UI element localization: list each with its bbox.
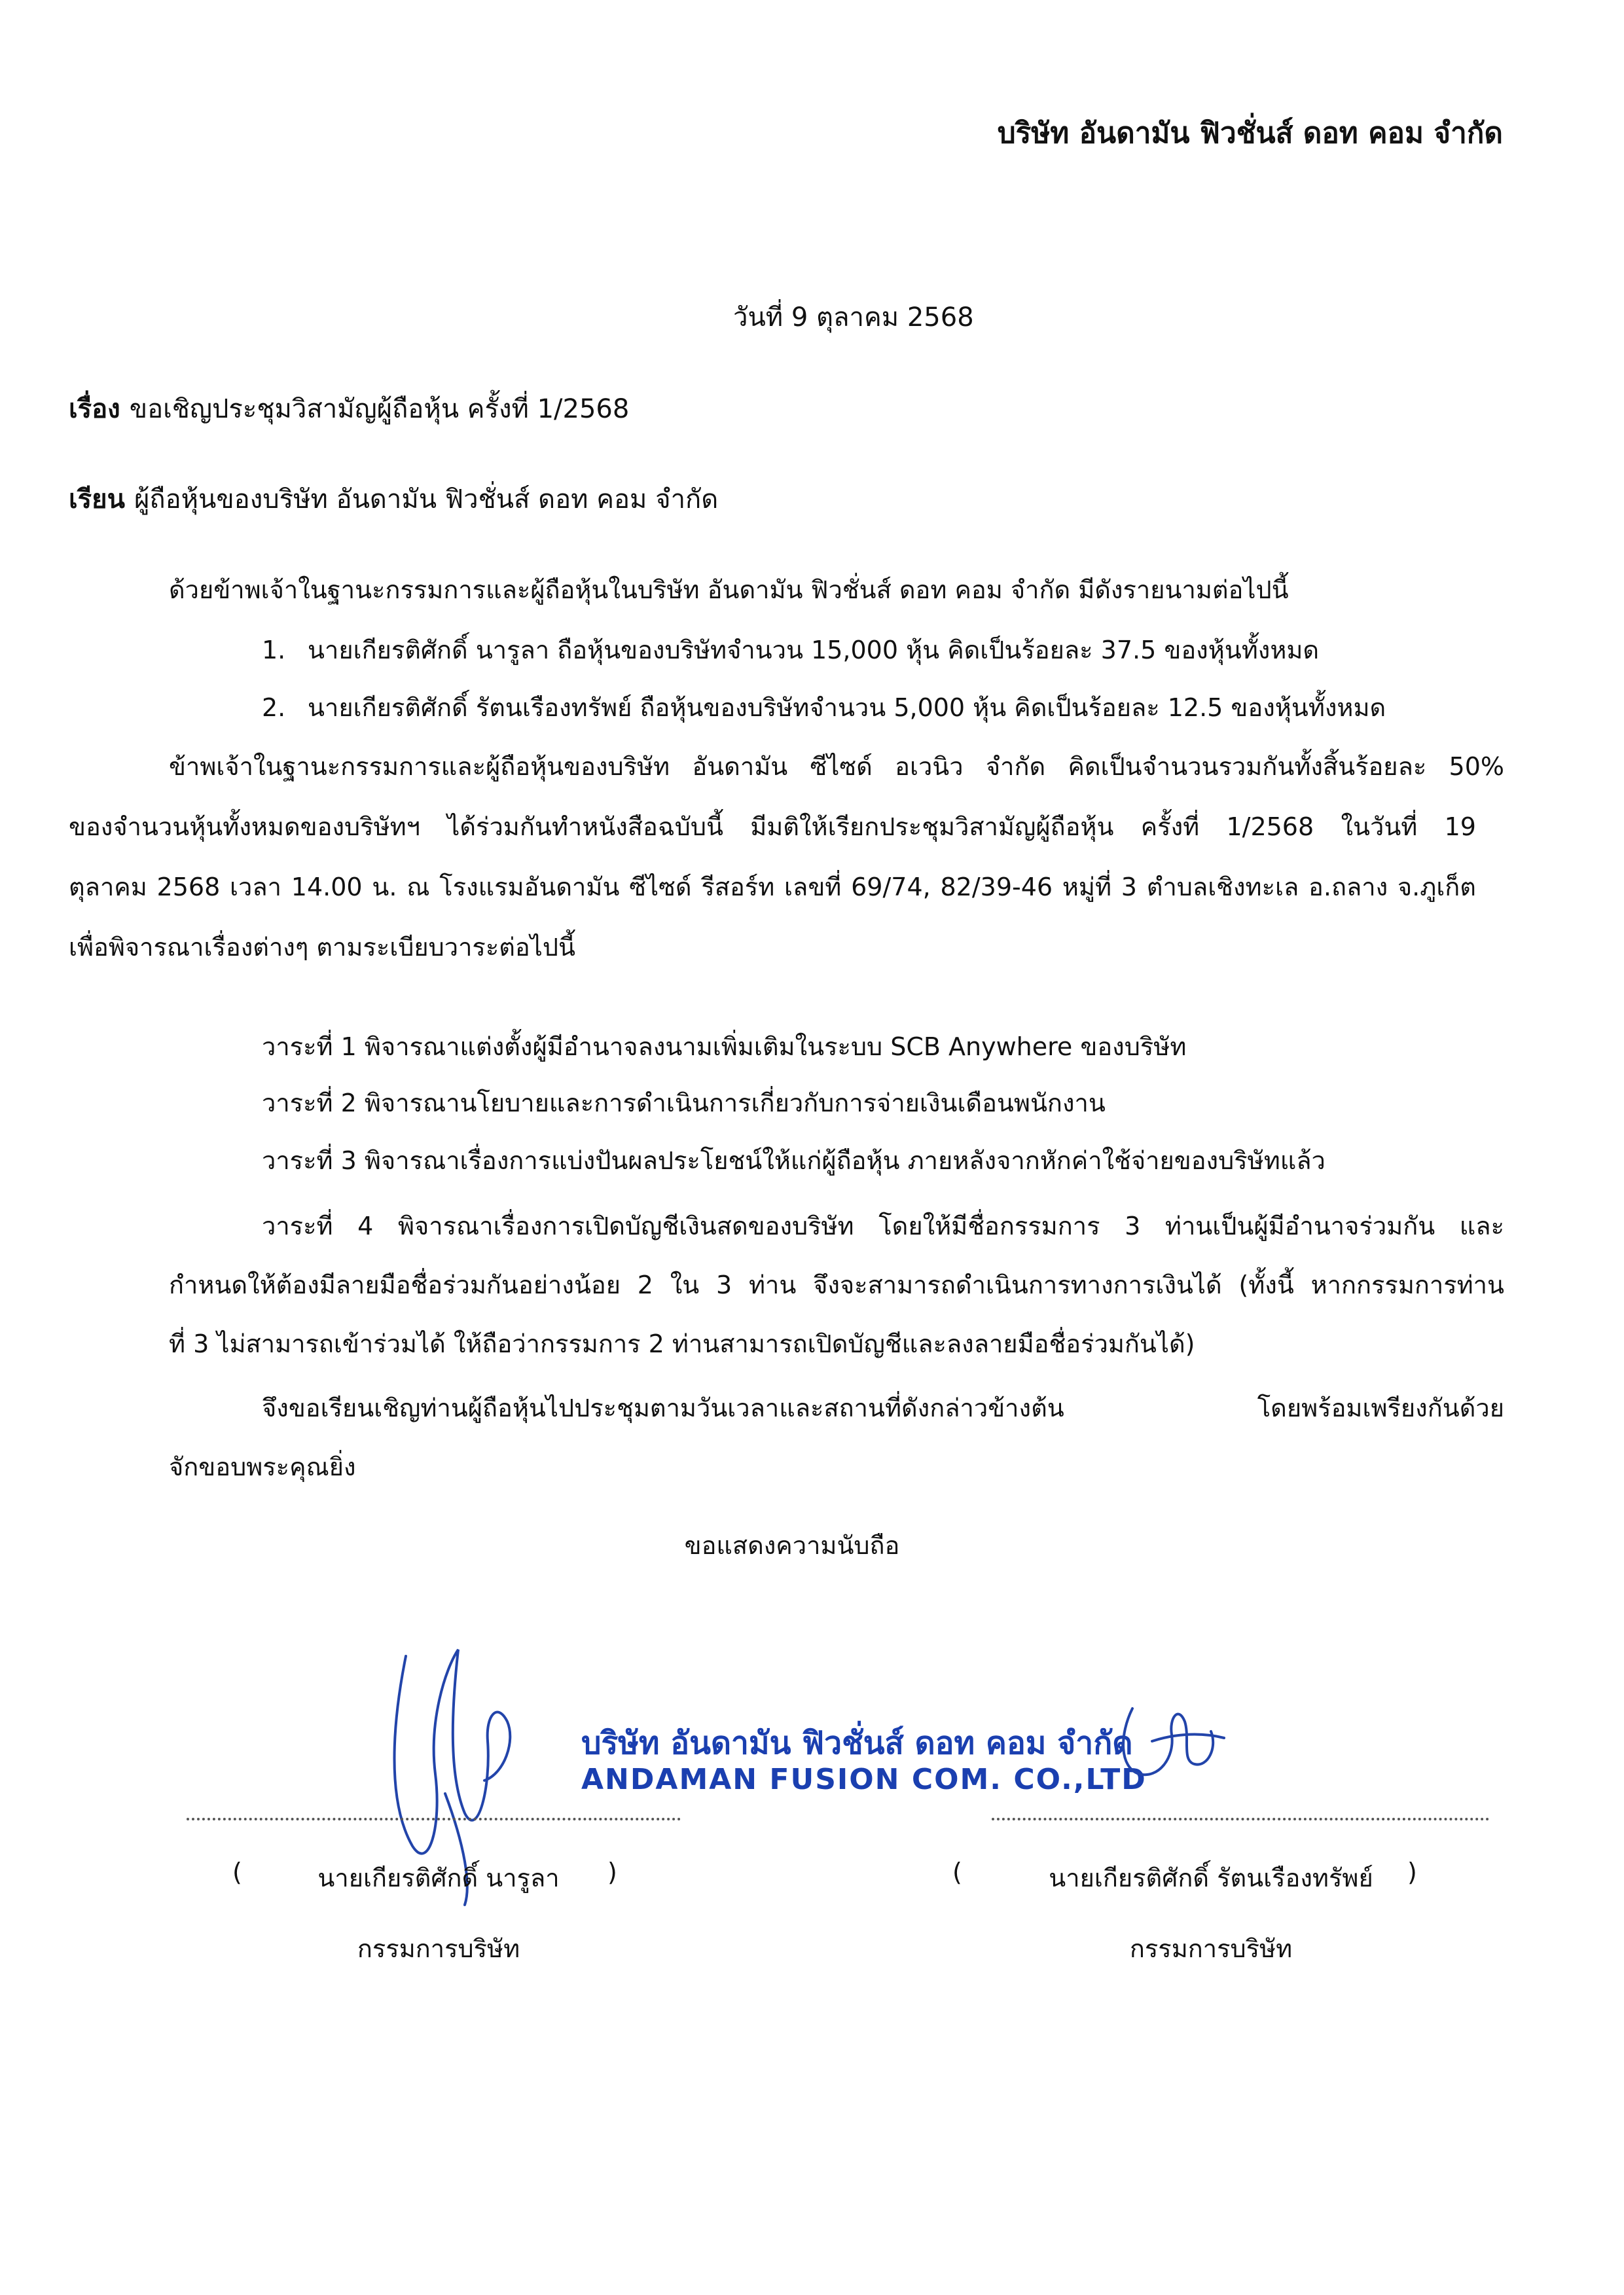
shareholder-item bbox=[262, 630, 1319, 670]
signatory-open-paren: ( bbox=[952, 1858, 962, 1887]
body-line: ตุลาคม 2568 เวลา 14.00 น. ณ โรงแรมอันดามัน ซีไซด์ รีสอร์ท เลขที่ 69/74, 82/39-46 หมู่ที่ 3 ตำบลเชิงทะเล อ.ถลาง จ.ภูเก็ต bbox=[69, 873, 1476, 901]
signature-right bbox=[1113, 1695, 1231, 1787]
shareholder-number: 2. bbox=[262, 693, 286, 722]
shareholder-text: นายเกียรติศักดิ์ รัตนเรืองทรัพย์ ถือหุ้นของบริษัทจำนวน 5,000 หุ้น คิดเป็นร้อยละ 12.5 ของหุ้นทั้งหมด bbox=[308, 693, 1386, 722]
signatory-close-paren: ) bbox=[1407, 1858, 1417, 1887]
intro-paragraph: ด้วยข้าพเจ้าในฐานะกรรมการและผู้ถือหุ้นในบริษัท อันดามัน ฟิวชั่นส์ ดอท คอม จำกัด มีดังรายนามต่อไปนี้ bbox=[169, 575, 1289, 604]
invitation-line: จักขอบพระคุณยิ่ง bbox=[169, 1453, 356, 1481]
body-line: ของจำนวนหุ้นทั้งหมดของบริษัทฯ ได้ร่วมกันทำหนังสือฉบับนี้ มีมติให้เรียกประชุมวิสามัญผู้ถือหุ้น ครั้งที่ 1/2568 ในวันที่ 19 bbox=[69, 812, 1476, 841]
signatory-name: นายเกียรติศักดิ์ นารูลา bbox=[317, 1864, 560, 1892]
signatory-close-paren: ) bbox=[607, 1858, 617, 1887]
agenda-continuation: ที่ 3 ไม่สามารถเข้าร่วมได้ ให้ถือว่ากรรมการ 2 ท่านสามารถเปิดบัญชีและลงลายมือชื่อร่วมกันได้) bbox=[169, 1329, 1195, 1358]
letter-date: วันที่ 9 ตุลาคม 2568 bbox=[733, 302, 974, 333]
agenda-continuation: กำหนดให้ต้องมีลายมือชื่อร่วมกันอย่างน้อย 2 ใน 3 ท่าน จึงจะสามารถดำเนินการทางการเงินได้ (ทั้งนี้ หากกรรมการท่าน bbox=[169, 1271, 1504, 1299]
subject-line bbox=[69, 388, 629, 429]
invitation-line: จึงขอเรียนเชิญท่านผู้ถือหุ้นไปประชุมตามวันเวลาและสถานที่ดังกล่าวข้างต้น โดยพร้อมเพรียงกันด้วย bbox=[262, 1394, 1504, 1422]
signatory-title: กรรมการบริษัท bbox=[357, 1934, 520, 1963]
recipient-text: ผู้ถือหุ้นของบริษัท อันดามัน ฟิวชั่นส์ ดอท คอม จำกัด bbox=[134, 484, 719, 515]
signature-line-right bbox=[992, 1818, 1489, 1820]
agenda-item: วาระที่ 2 พิจารณานโยบายและการดำเนินการเกี่ยวกับการจ่ายเงินเดือนพนักงาน bbox=[262, 1089, 1106, 1117]
signatory-name: นายเกียรติศักดิ์ รัตนเรืองทรัพย์ bbox=[1049, 1864, 1373, 1892]
agenda-item: วาระที่ 4 พิจารณาเรื่องการเปิดบัญชีเงินสดของบริษัท โดยให้มีชื่อกรรมการ 3 ท่านเป็นผู้มีอำนาจร่วมกัน และ bbox=[262, 1212, 1504, 1240]
shareholder-item bbox=[262, 687, 1386, 727]
signatory-open-paren: ( bbox=[232, 1858, 242, 1887]
company-header: บริษัท อันดามัน ฟิวชั่นส์ ดอท คอม จำกัด bbox=[997, 117, 1503, 150]
signature-line-left bbox=[187, 1818, 681, 1820]
body-line: เพื่อพิจารณาเรื่องต่างๆ ตามระเบียบวาระต่อไปนี้ bbox=[69, 933, 575, 962]
company-stamp-english: ANDAMAN FUSION COM. CO.,LTD bbox=[581, 1763, 1147, 1796]
shareholder-text: นายเกียรติศักดิ์ นารูลา ถือหุ้นของบริษัทจำนวน 15,000 หุ้น คิดเป็นร้อยละ 37.5 ของหุ้นทั้งหมด bbox=[308, 636, 1320, 664]
company-stamp-thai: บริษัท อันดามัน ฟิวชั่นส์ ดอท คอม จำกัด bbox=[581, 1725, 1133, 1762]
agenda-item: วาระที่ 1 พิจารณาแต่งตั้งผู้มีอำนาจลงนามเพิ่มเติมในระบบ SCB Anywhere ของบริษัท bbox=[262, 1032, 1187, 1061]
recipient-line bbox=[69, 478, 718, 520]
shareholder-number: 1. bbox=[262, 636, 286, 664]
signatory-title: กรรมการบริษัท bbox=[1129, 1934, 1293, 1963]
closing-salutation: ขอแสดงความนับถือ bbox=[684, 1531, 900, 1560]
subject-text: ขอเชิญประชุมวิสามัญผู้ถือหุ้น ครั้งที่ 1/2568 bbox=[129, 394, 630, 424]
body-line: ข้าพเจ้าในฐานะกรรมการและผู้ถือหุ้นของบริษัท อันดามัน ซีไซด์ อเวนิว จำกัด คิดเป็นจำนวนรวมกันทั้งสิ้นร้อยละ 50% bbox=[169, 752, 1504, 781]
subject-label: เรื่อง bbox=[69, 394, 120, 424]
agenda-item: วาระที่ 3 พิจารณาเรื่องการแบ่งปันผลประโยชน์ให้แก่ผู้ถือหุ้น ภายหลังจากหักค่าใช้จ่ายของบริษัทแล้ว bbox=[262, 1146, 1326, 1175]
recipient-label: เรียน bbox=[69, 484, 125, 515]
